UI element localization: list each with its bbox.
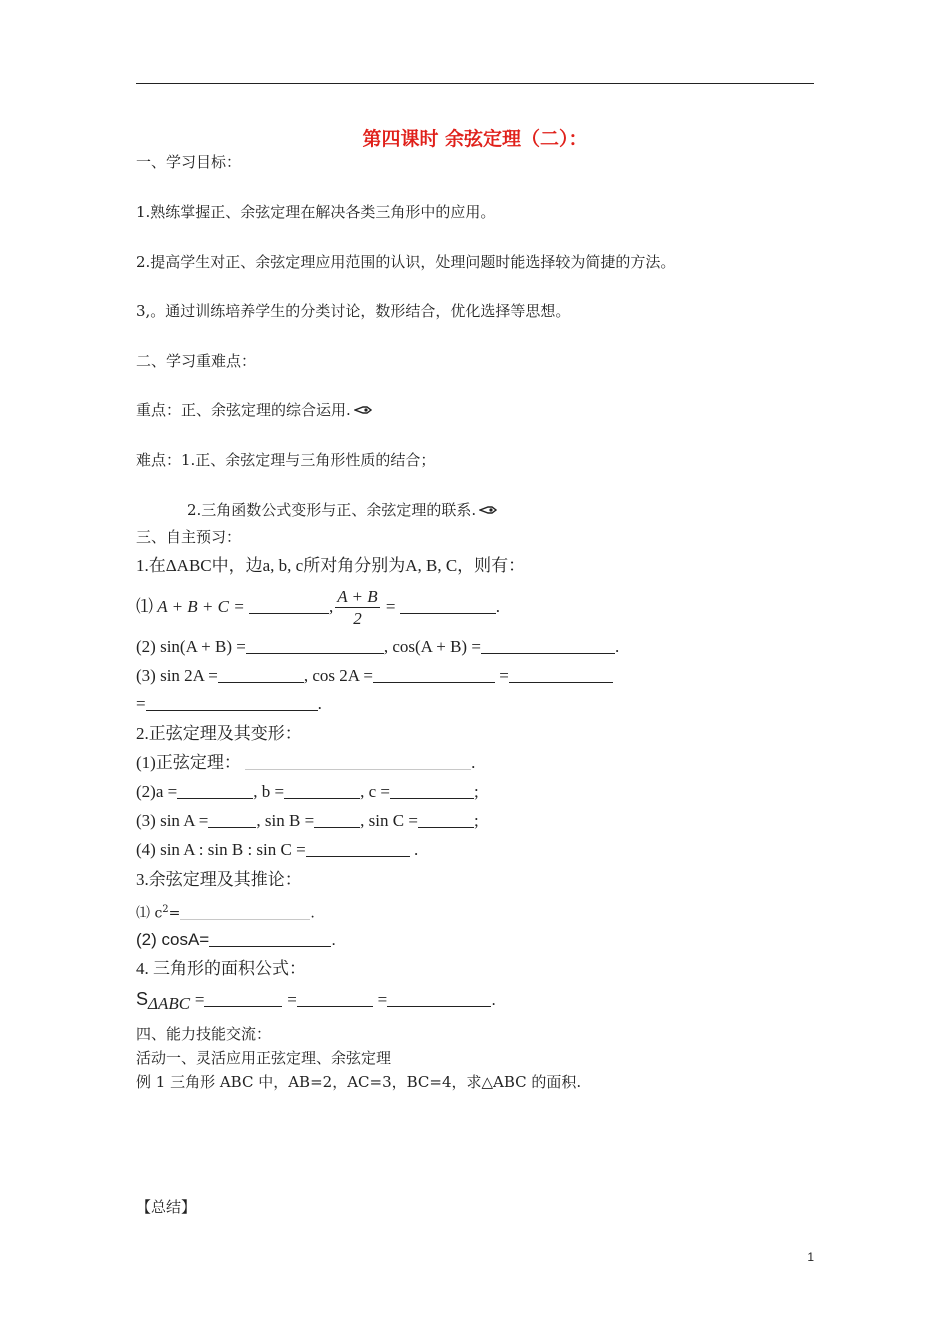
cos-a-expression: (2) cosA= <box>136 930 210 949</box>
difficulty-2 <box>187 500 497 520</box>
equals-sign: = <box>499 666 509 685</box>
page-title: 第四课时 余弦定理（二）： <box>362 128 588 150</box>
goal-2: 2.提高学生对正、余弦定理应用范围的认识，处理问题时能选择较为简捷的方法。 <box>136 253 676 271</box>
answer-blank[interactable] <box>246 639 384 654</box>
cos-sum-expression: , cos(A + B) = <box>383 637 481 656</box>
question-1-part-2: (2) sin(A + B) = , cos(A + B) = . <box>136 637 620 656</box>
question-1-part-3-continued: = . <box>136 694 322 713</box>
answer-blank[interactable] <box>284 784 360 799</box>
question-2-part-1: (1)正弦定理： . <box>136 753 476 772</box>
answer-blank[interactable] <box>400 599 496 614</box>
question-3-intro: 3.余弦定理及其推论： <box>136 870 302 889</box>
answer-blank[interactable] <box>249 599 329 614</box>
sine-law-label: (1)正弦定理： <box>136 753 241 772</box>
summary-heading: 【总结】 <box>136 1198 197 1216</box>
question-4-formula: $S_{\Delta ABC}$ = = = . <box>136 989 497 1013</box>
question-2-part-4: (4) sin A : sin B : sin C = . <box>136 840 419 859</box>
sine-ratio-expression: (4) sin A : sin B : sin C = <box>136 840 306 859</box>
key-point <box>136 400 372 420</box>
equals-sign: = <box>377 990 388 1009</box>
sin-b-expression: , sin B = <box>256 811 315 830</box>
question-1-intro: 1.在ΔABC中，边a, b, c所对角分别为A, B, C，则有： <box>136 556 526 575</box>
goal-3: 3,。通过训练培养学生的分类讨论，数形结合，优化选择等思想。 <box>136 302 571 320</box>
answer-blank[interactable] <box>373 668 495 683</box>
activity-1: 活动一、灵活应用正弦定理、余弦定理 <box>136 1049 392 1067</box>
question-2-part-3: (3) sin A = , sin B = , sin C = ; <box>136 811 479 830</box>
sin-c-expression: , sin C = <box>360 811 418 830</box>
section-3-heading: 三、自主预习： <box>136 528 242 546</box>
equals-sign: = <box>385 596 396 616</box>
equals-sign: = <box>287 990 297 1009</box>
answer-blank[interactable] <box>209 932 331 947</box>
angle-sum-expression: A + B + C = <box>157 596 245 616</box>
answer-blank[interactable] <box>204 992 282 1007</box>
answer-blank[interactable] <box>245 755 471 770</box>
difficulty-2-text: 2.三角函数公式变形与正、余弦定理的联系. <box>187 501 477 519</box>
fraction-denominator: 2 <box>353 609 362 628</box>
page-number: 1 <box>807 1250 814 1264</box>
answer-blank[interactable] <box>418 813 474 828</box>
difficulty-1: 难点：1.正、余弦定理与三角形性质的结合； <box>136 451 436 469</box>
question-4-intro: 4. 三角形的面积公式： <box>136 959 306 978</box>
cos-double-expression: , cos 2A = <box>303 666 373 685</box>
answer-blank[interactable] <box>509 668 613 683</box>
sin-a-expression: (3) sin A = <box>136 811 209 830</box>
area-symbol: S <box>136 989 149 1009</box>
item-label: ⑴ <box>136 596 153 616</box>
equals-sign: = <box>136 694 146 713</box>
answer-blank[interactable] <box>180 905 310 920</box>
half-angle-fraction <box>335 588 379 628</box>
sin-sum-expression: (2) sin(A + B) = <box>136 637 246 656</box>
area-subscript: ΔABC <box>148 994 191 1013</box>
question-3-part-1: ⑴ $c^2=$ . <box>136 904 315 922</box>
side-c-expression: , c = <box>360 782 390 801</box>
answer-blank[interactable] <box>390 784 474 799</box>
section-2-heading: 二、学习重难点： <box>136 352 257 370</box>
answer-blank[interactable] <box>208 813 256 828</box>
side-b-expression: , b = <box>253 782 285 801</box>
answer-blank[interactable] <box>218 668 304 683</box>
key-point-text: 重点：正、余弦定理的综合运用. <box>136 401 351 419</box>
question-2-intro: 2.正弦定理及其变形： <box>136 724 302 743</box>
equals-sign: = <box>194 990 205 1009</box>
answer-blank[interactable] <box>314 813 360 828</box>
answer-blank[interactable] <box>306 842 410 857</box>
sin-double-expression: (3) sin 2A = <box>136 666 218 685</box>
section-1-heading: 一、学习目标： <box>136 153 242 171</box>
question-1-part-1: ⑴ A + B + C = , $\frac{A + B}{2}$ = . <box>136 587 500 628</box>
header-rule <box>136 83 814 84</box>
answer-blank[interactable] <box>146 696 318 711</box>
question-3-part-2: (2) cosA= . <box>136 930 336 949</box>
side-a-expression: (2)a = <box>136 782 178 801</box>
example-1: 例 1 三角形 ABC 中，AB=2，AC=3，BC=4，求△ABC 的面积. <box>136 1073 582 1091</box>
question-2-part-2: (2)a = , b = , c = ; <box>136 782 479 801</box>
pointing-hand-icon <box>354 404 372 416</box>
pointing-hand-icon <box>479 504 497 516</box>
answer-blank[interactable] <box>177 784 253 799</box>
item-label: ⑴ c <box>136 905 163 922</box>
question-1-part-3 <box>136 666 613 686</box>
exponent: 2 <box>162 904 169 915</box>
section-4-heading: 四、能力技能交流： <box>136 1025 272 1043</box>
answer-blank[interactable] <box>297 992 373 1007</box>
answer-blank[interactable] <box>387 992 491 1007</box>
equals-sign: = <box>168 905 181 922</box>
answer-blank[interactable] <box>481 639 615 654</box>
goal-1: 1.熟练掌握正、余弦定理在解决各类三角形中的应用。 <box>136 203 496 221</box>
fraction-numerator: A + B <box>337 587 378 606</box>
